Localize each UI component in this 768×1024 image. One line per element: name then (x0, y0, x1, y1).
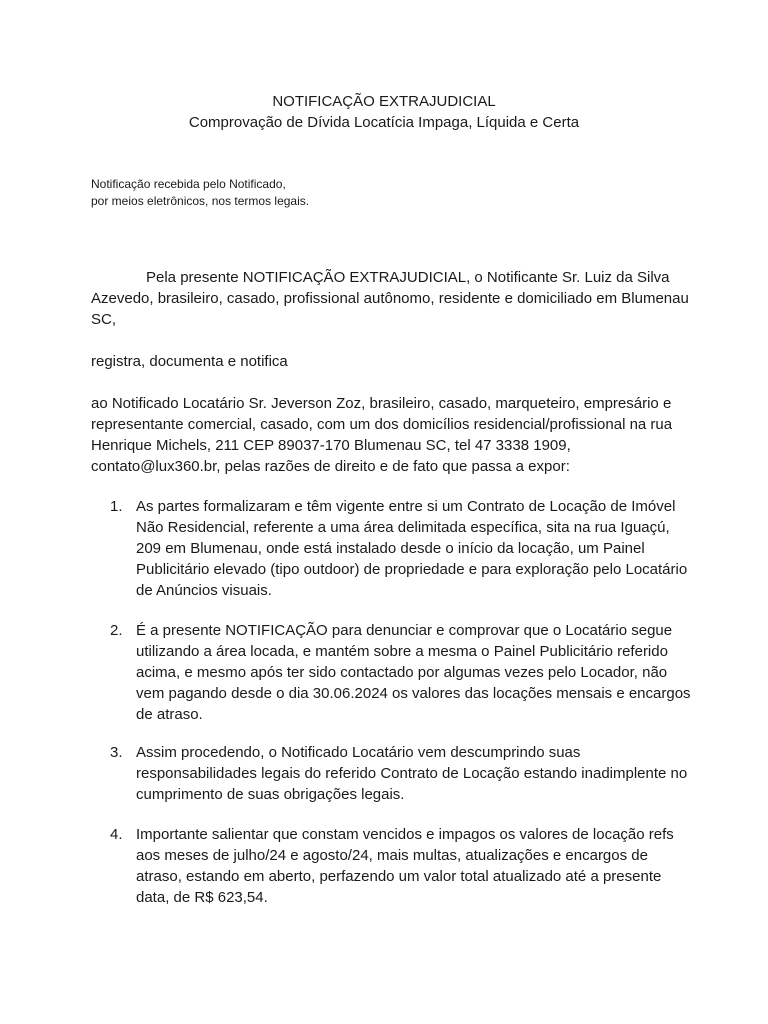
list-item-number: 3. (110, 744, 123, 761)
receipt-note-line-2: por meios eletrônicos, nos termos legais. (91, 194, 310, 208)
list-item-text: As partes formalizaram e têm vigente entre si um Contrato de Locação de Imóvel Não Residencial, referente a uma área delimitada específica, sita na rua Iguaçú, 209 em Blumenau, onde está instalado desde o início da locação, um Painel Publicitário elevado (tipo outdoor) de propriedade e para exploração pelo Locatário de Anúncios visuais. (136, 498, 688, 599)
list-item-text: Assim procedendo, o Notificado Locatário vem descumprindo suas responsabilidades legais do referido Contrato de Locação estando inadimplente no cumprimento de suas obrigações legais. (136, 744, 688, 803)
list-item-text: É a presente NOTIFICAÇÃO para denunciar e comprovar que o Locatário segue utilizando a área locada, e mantém sobre a mesma o Painel Publicitário referido acima, e mesmo após ter sido contactado por algumas vezes pelo Locador, não vem pagando desde o dia 30.06.2024 os valores das locações mensais e encargos de atraso. (136, 622, 691, 723)
registra-paragraph: registra, documenta e notifica (91, 353, 288, 370)
list-item-number: 1. (110, 498, 123, 515)
list-item-number: 4. (110, 826, 123, 843)
receipt-note (91, 176, 309, 210)
document-title: NOTIFICAÇÃO EXTRAJUDICIAL (272, 93, 496, 110)
receipt-note-line-1: Notificação recebida pelo Notificado, (91, 177, 286, 191)
document-subtitle: Comprovação de Dívida Locatícia Impaga, Líquida e Certa (188, 114, 580, 131)
list-item-number: 2. (110, 622, 123, 639)
notificado-paragraph: ao Notificado Locatário Sr. Jeverson Zoz, brasileiro, casado, marqueteiro, empresário e representante comercial, casado, com um dos domicílios residencial/profissional na rua Henrique Michels, 211 CEP 89037-170 Blumenau SC, tel 47 3338 1909, contato@lux360.br, pelas razões de direito e de fato que passa a expor: (91, 395, 673, 475)
intro-paragraph: Pela presente NOTIFICAÇÃO EXTRAJUDICIAL, o Notificante Sr. Luiz da Silva Azevedo, brasileiro, casado, profissional autônomo, residente e domiciliado em Blumenau SC, (91, 269, 689, 328)
list-item-text: Importante salientar que constam vencidos e impagos os valores de locação refs aos meses de julho/24 e agosto/24, mais multas, atualizações e encargos de atraso, estando em aberto, perfazendo um valor total atualizado até a presente data, de R$ 623,54. (136, 826, 674, 906)
